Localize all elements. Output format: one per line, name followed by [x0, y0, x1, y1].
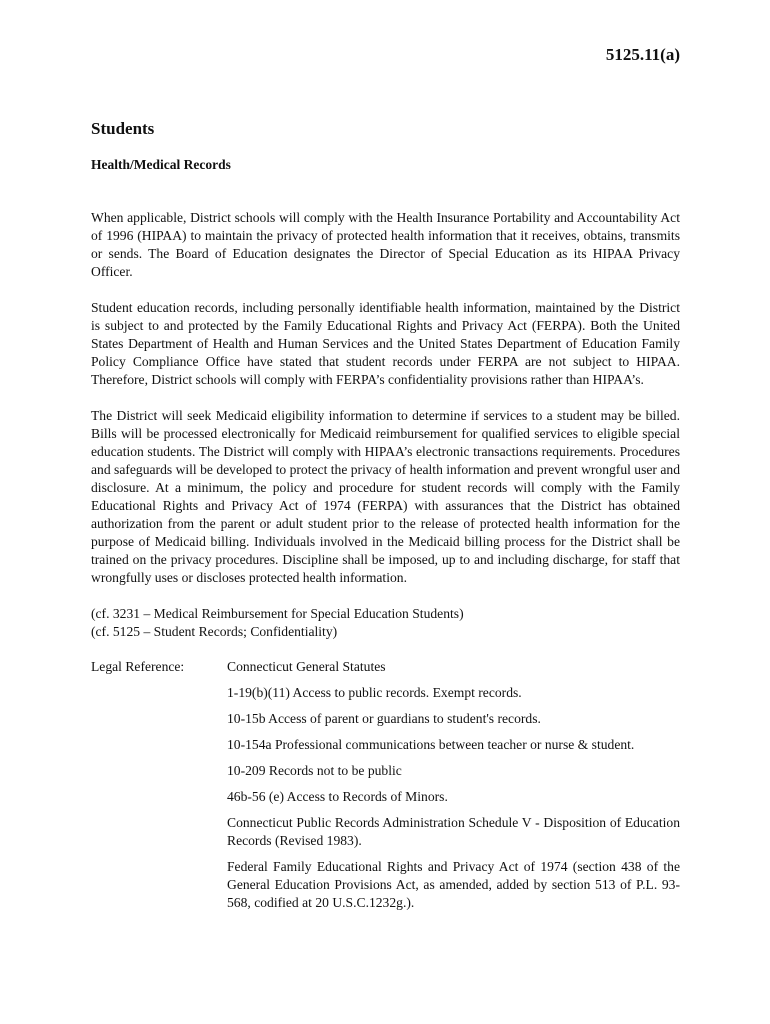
cross-reference-item: (cf. 5125 – Student Records; Confidentiality) [91, 624, 338, 639]
legal-reference-item: 10-15b Access of parent or guardians to student's records. [227, 711, 541, 726]
legal-reference-item: 46b-56 (e) Access to Records of Minors. [227, 789, 448, 804]
legal-reference-section [91, 658, 680, 920]
paragraph-ferpa: Student education records, including personally identifiable health information, maintained by the District is subject to and protected by the Family Educational Rights and Privacy Act (FERPA). Both the United States Department of Health and Human Services and the United States Department of Education Family Policy Compliance Office have stated that student records under FERPA are not subject to HIPAA. Therefore, District schools will comply with FERPA’s confidentiality provisions rather than HIPAA’s. [91, 300, 680, 387]
cross-references [91, 605, 680, 641]
paragraph-hipaa: When applicable, District schools will comply with the Health Insurance Portability and Accountability Act of 1996 (HIPAA) to maintain the privacy of protected health information that it receives, obtains, transmits or sends. The Board of Education designates the Director of Special Education as its HIPAA Privacy Officer. [91, 210, 680, 279]
paragraph-medicaid: The District will seek Medicaid eligibility information to determine if services to a student may be billed. Bills will be processed electronically for Medicaid reimbursement for qualified services to eligible special education students. The District will comply with HIPAA’s electronic transactions requirements. Procedures and safeguards will be developed to protect the privacy of health information and prevent wrongful user and disclosure. At a minimum, the policy and procedure for student records will comply with the Family Educational Rights and Privacy Act of 1974 (FERPA) with assurances that the District has obtained authorization from the parent or adult student prior to the release of protected health information for the purpose of Medicaid billing. Individuals involved in the Medicaid billing process for the District shall be trained on the privacy procedures. Discipline shall be imposed, up to and including discharge, for staff that wrongfully uses or discloses protected health information. [91, 408, 680, 585]
legal-reference-item: 10-209 Records not to be public [227, 763, 402, 778]
legal-reference-item: Federal Family Educational Rights and Privacy Act of 1974 (section 438 of the General Education Provisions Act, as amended, added by section 513 of P.L. 93-568, codified at 20 U.S.C.1232g.). [227, 859, 680, 910]
policy-number: 5125.11(a) [605, 45, 680, 64]
page-subtitle: Health/Medical Records [91, 157, 231, 172]
legal-reference-item: 1-19(b)(11) Access to public records. Exempt records. [227, 685, 522, 700]
legal-reference-item: Connecticut Public Records Administration Schedule V - Disposition of Education Records (Revised 1983). [227, 815, 680, 848]
document-body [91, 209, 680, 920]
legal-reference-item: Connecticut General Statutes [227, 659, 386, 674]
legal-reference-item: 10-154a Professional communications between teacher or nurse & student. [227, 737, 635, 752]
legal-reference-list [227, 658, 680, 920]
cross-reference-item: (cf. 3231 – Medical Reimbursement for Special Education Students) [91, 606, 464, 621]
legal-reference-label: Legal Reference: [91, 659, 185, 674]
page-title: Students [91, 119, 155, 138]
